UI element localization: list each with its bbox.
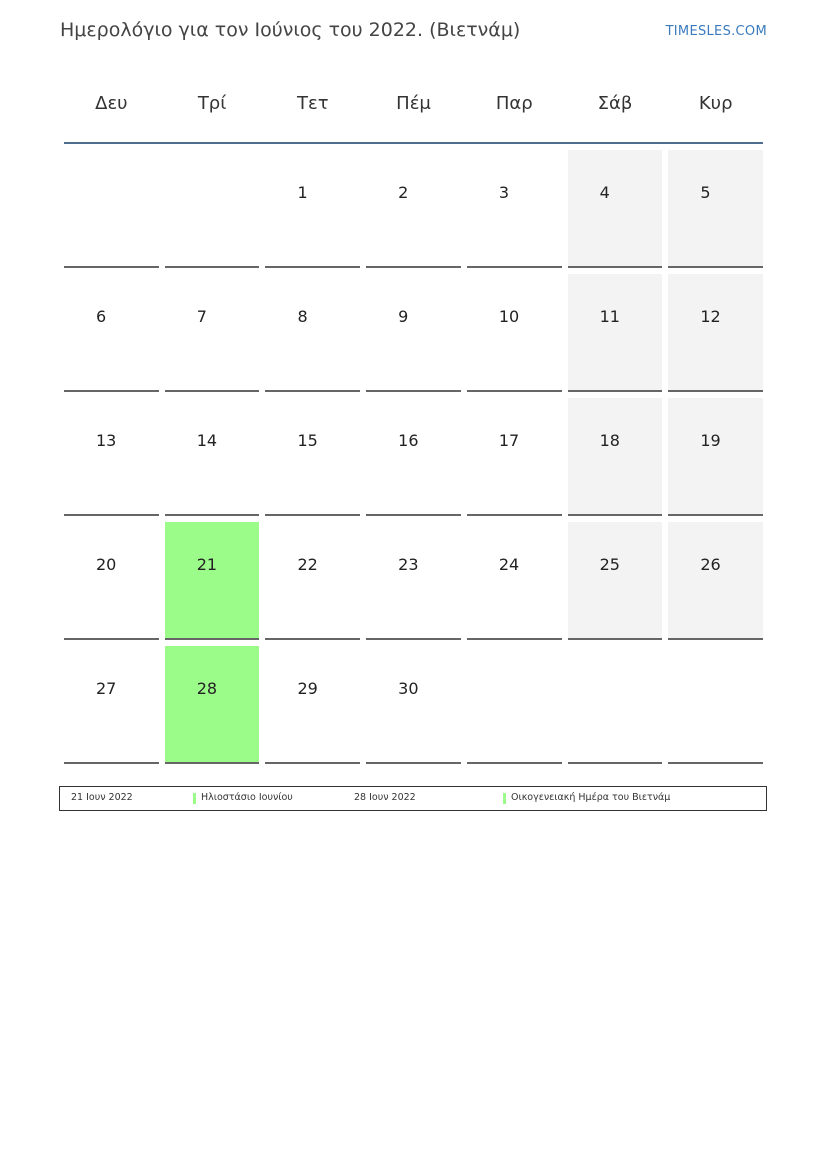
day-number: 11	[599, 307, 620, 326]
day-number: 29	[297, 679, 318, 698]
day-number: 12	[700, 307, 721, 326]
day-number: 18	[599, 431, 620, 450]
empty-day-cell	[467, 646, 562, 764]
day-number: 14	[196, 431, 218, 450]
legend-name-2: Οικογενειακή Ημέρα του Βιετνάμ	[511, 792, 671, 803]
weekday-fri: Παρ	[495, 93, 533, 114]
legend-date-1: 21 Ιουν 2022	[71, 792, 133, 803]
day-number: 15	[297, 431, 318, 450]
day-cell[interactable]	[366, 398, 461, 516]
day-cell[interactable]	[668, 274, 763, 392]
day-number: 26	[700, 555, 721, 574]
day-cell[interactable]	[64, 398, 159, 516]
day-number: 27	[96, 679, 117, 698]
calendar-grid	[64, 76, 763, 764]
day-number: 24	[498, 555, 520, 574]
day-cell[interactable]	[165, 398, 260, 516]
day-number: 21	[196, 555, 218, 574]
day-number: 7	[196, 307, 207, 326]
day-cell[interactable]	[265, 522, 360, 640]
holiday-legend	[59, 786, 767, 811]
day-number: 16	[398, 431, 419, 450]
day-cell[interactable]	[366, 274, 461, 392]
day-cell[interactable]	[366, 646, 461, 764]
day-number: 9	[398, 307, 409, 326]
holiday-day-cell[interactable]	[165, 522, 260, 640]
weekday-sat: Σάβ	[597, 93, 633, 114]
page-title: Ημερολόγιο για τον Ιούνιος του 2022. (Βιετνάμ)	[60, 19, 521, 41]
day-cell[interactable]	[64, 646, 159, 764]
day-number: 8	[297, 307, 308, 326]
legend-color-marker-2	[503, 793, 506, 804]
week-row	[64, 522, 763, 640]
week-row	[64, 398, 763, 516]
day-number: 25	[599, 555, 620, 574]
day-cell[interactable]	[467, 150, 562, 268]
week-row	[64, 274, 763, 392]
day-number: 17	[498, 431, 520, 450]
week-row	[64, 646, 763, 764]
weekday-wed: Τετ	[297, 93, 329, 114]
day-number: 13	[96, 431, 117, 450]
day-number: 10	[498, 307, 520, 326]
legend-name-1: Ηλιοστάσιο Ιουνίου	[201, 792, 293, 803]
week-row	[64, 150, 763, 268]
weekday-header-row	[64, 76, 763, 144]
day-number: 19	[700, 431, 721, 450]
empty-day-cell	[64, 150, 159, 268]
day-cell[interactable]	[366, 150, 461, 268]
day-number: 3	[498, 183, 510, 202]
day-number: 30	[398, 679, 419, 698]
day-cell[interactable]	[467, 522, 562, 640]
day-cell[interactable]	[165, 274, 260, 392]
day-cell[interactable]	[568, 150, 663, 268]
day-cell[interactable]	[265, 150, 360, 268]
weekday-thu: Πέμ	[396, 93, 431, 114]
empty-day-cell	[668, 646, 763, 764]
day-cell[interactable]	[366, 522, 461, 640]
day-number: 28	[196, 679, 218, 698]
weekday-tue: Τρί	[197, 93, 227, 114]
weekday-sun: Κυρ	[698, 93, 733, 114]
day-number: 6	[96, 307, 107, 326]
legend-date-2: 28 Ιουν 2022	[354, 792, 416, 803]
day-number: 22	[297, 555, 318, 574]
legend-color-marker-1	[193, 793, 196, 804]
empty-day-cell	[165, 150, 260, 268]
brand-link[interactable]: TIMESLES.COM	[665, 24, 767, 39]
day-cell[interactable]	[265, 646, 360, 764]
day-cell[interactable]	[668, 522, 763, 640]
day-cell[interactable]	[467, 398, 562, 516]
day-cell[interactable]	[568, 398, 663, 516]
day-cell[interactable]	[64, 522, 159, 640]
day-cell[interactable]	[467, 274, 562, 392]
day-cell[interactable]	[568, 274, 663, 392]
empty-day-cell	[568, 646, 663, 764]
day-number: 4	[599, 183, 610, 202]
day-cell[interactable]	[668, 150, 763, 268]
day-number: 20	[96, 555, 117, 574]
day-number: 2	[398, 183, 409, 202]
day-cell[interactable]	[265, 274, 360, 392]
day-cell[interactable]	[568, 522, 663, 640]
day-number: 1	[297, 183, 308, 202]
day-cell[interactable]	[265, 398, 360, 516]
holiday-day-cell[interactable]	[165, 646, 260, 764]
day-number: 23	[398, 555, 419, 574]
day-number: 5	[700, 183, 711, 202]
weekday-mon: Δευ	[95, 93, 128, 114]
day-cell[interactable]	[668, 398, 763, 516]
weeks-container	[64, 150, 763, 764]
day-cell[interactable]	[64, 274, 159, 392]
